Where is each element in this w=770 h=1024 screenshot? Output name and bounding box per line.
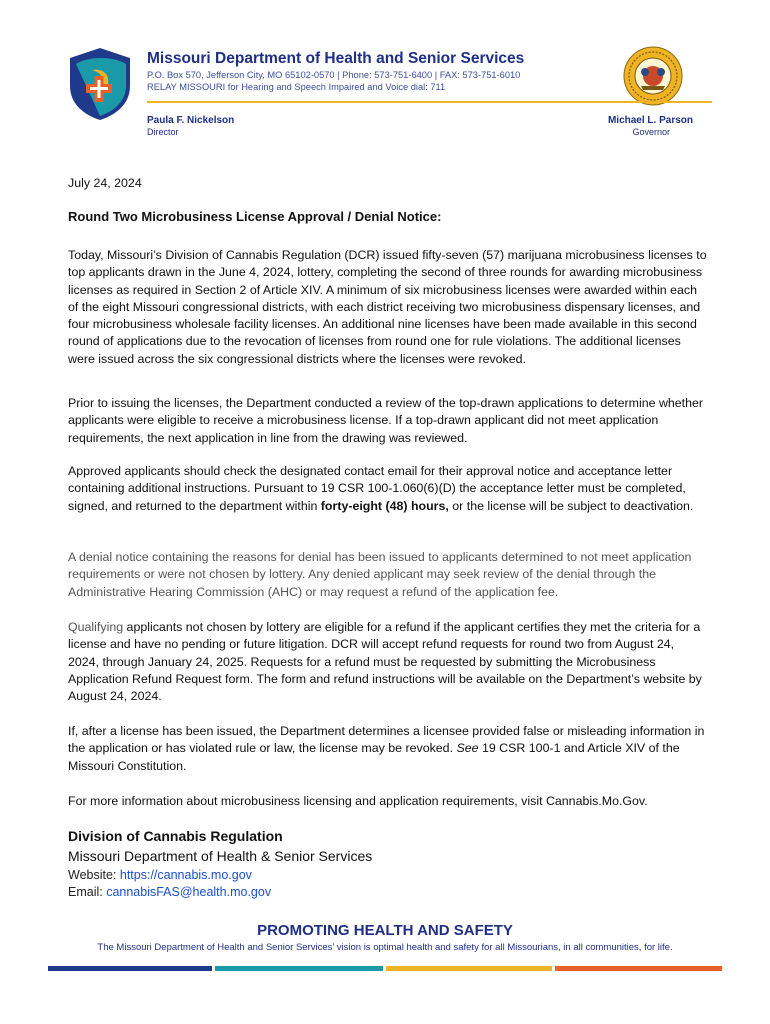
relay-line: RELAY MISSOURI for Hearing and Speech Impaired and Voice dial: 711 — [147, 82, 446, 92]
paragraph-licenses-issued: Today, Missouri’s Division of Cannabis Regulation (DCR) issued fifty-seven (57) marijuana microbusiness licenses to top applicants drawn in the June 4, 2024, lottery, completing the second of three rounds for awarding microbusiness licenses as required in Section 2 of Article XIV. A minimum of six microbusiness licenses were awarded within each of the eight Missouri congressional districts, with each district receiving two microbusiness dispensary licenses, and four microbusiness wholesale facility licenses. An additional nine licenses have been made available in this second round of applications due to the revocation of licenses from round one for rule violations. The additional licenses were issued across the six congressional districts where the licenses were revoked. — [68, 248, 707, 366]
state-seal-icon — [623, 46, 683, 106]
agency-name: Missouri Department of Health and Senior Services — [147, 50, 525, 67]
director-name: Paula F. Nickelson — [147, 115, 235, 126]
p3-text-a: Approved applicants should check the designated contact email for their approval notice and acceptance letter containing additional instructions. Pursuant to 19 CSR 100-1.060(6)(D) the acceptance letter must be completed, signed, and returned to the department within — [68, 464, 686, 513]
email-label: Email: — [68, 885, 107, 899]
letter-date: July 24, 2024 — [68, 176, 142, 190]
governor-title: Governor — [632, 127, 670, 137]
header-divider — [147, 101, 712, 103]
email-link[interactable]: cannabisFAS@health.mo.gov — [106, 885, 272, 899]
paragraph-more-info: For more information about microbusiness licensing and application requirements, visit Cannabis.Mo.Gov. — [68, 794, 648, 808]
agency-address — [147, 69, 520, 93]
website-label: Website: — [68, 868, 120, 882]
footer-bar-orange — [555, 966, 722, 971]
p6-text-b: 19 CSR 100-1 and Article XIV of the Missouri Constitution. — [68, 741, 680, 773]
p5-qualifying: Qualifying — [68, 620, 124, 634]
director-title: Director — [147, 127, 179, 137]
footer-title: PROMOTING HEALTH AND SAFETY — [257, 922, 513, 939]
paragraph-approved-applicants — [68, 463, 708, 515]
deadline-hours: forty-eight (48) hours, — [320, 498, 449, 513]
signature-org: Division of Cannabis Regulation — [68, 828, 283, 844]
footer-bar-gold — [386, 966, 552, 971]
contact-website — [68, 867, 252, 884]
p5-text: applicants not chosen by lottery are eligible for a refund if the applicant certifies they met the criteria for a license and have no pending or future litigation. DCR will accept refund requests for round two from August 24, 2024, through January 24, 2025. Requests for a refund must be requested by submitting the Microbusiness Application Refund Request form. The form and refund instructions will be available on the Department’s website by August 24, 2024. — [68, 620, 702, 704]
p6-see: See — [456, 741, 479, 756]
footer-bar-navy — [48, 966, 212, 971]
p6-text-a: If, after a license has been issued, the Department determines a licensee provided false or misleading information in the application or has violated rule or law, the license may be revoked. — [68, 724, 705, 756]
contact-email — [68, 884, 271, 901]
p3-text-b: or the license will be subject to deactivation. — [448, 498, 694, 513]
website-link[interactable]: https://cannabis.mo.gov — [119, 868, 252, 882]
paragraph-refund — [68, 619, 708, 705]
footer-bar-teal — [215, 966, 383, 971]
paragraph-review: Prior to issuing the licenses, the Department conducted a review of the top-drawn applications to determine whether applicants were eligible to receive a microbusiness license. If a top-drawn applicant did not meet application requirements, the next application in line from the drawing was reviewed. — [68, 396, 704, 445]
paragraph-revocation — [68, 723, 708, 775]
governor-name: Michael L. Parson — [607, 115, 693, 126]
paragraph-denial-notice: A denial notice containing the reasons for denial has been issued to applicants determined to not meet application requirements or were not chosen by lottery. Any denied applicant may seek review of the denial through the Administrative Hearing Commission (AHC) or may request a refund of the application fee. — [68, 550, 692, 599]
dhss-logo-icon — [66, 46, 134, 122]
address-line: P.O. Box 570, Jefferson City, MO 65102-0570 | Phone: 573-751-6400 | FAX: 573-751-6010 — [147, 70, 521, 80]
signature-dept: Missouri Department of Health & Senior Services — [68, 848, 373, 864]
footer-vision: The Missouri Department of Health and Senior Services’ vision is optimal health and safety for all Missourians, in all communities, for life. — [97, 942, 673, 953]
letter-heading: Round Two Microbusiness License Approval / Denial Notice: — [68, 209, 442, 224]
